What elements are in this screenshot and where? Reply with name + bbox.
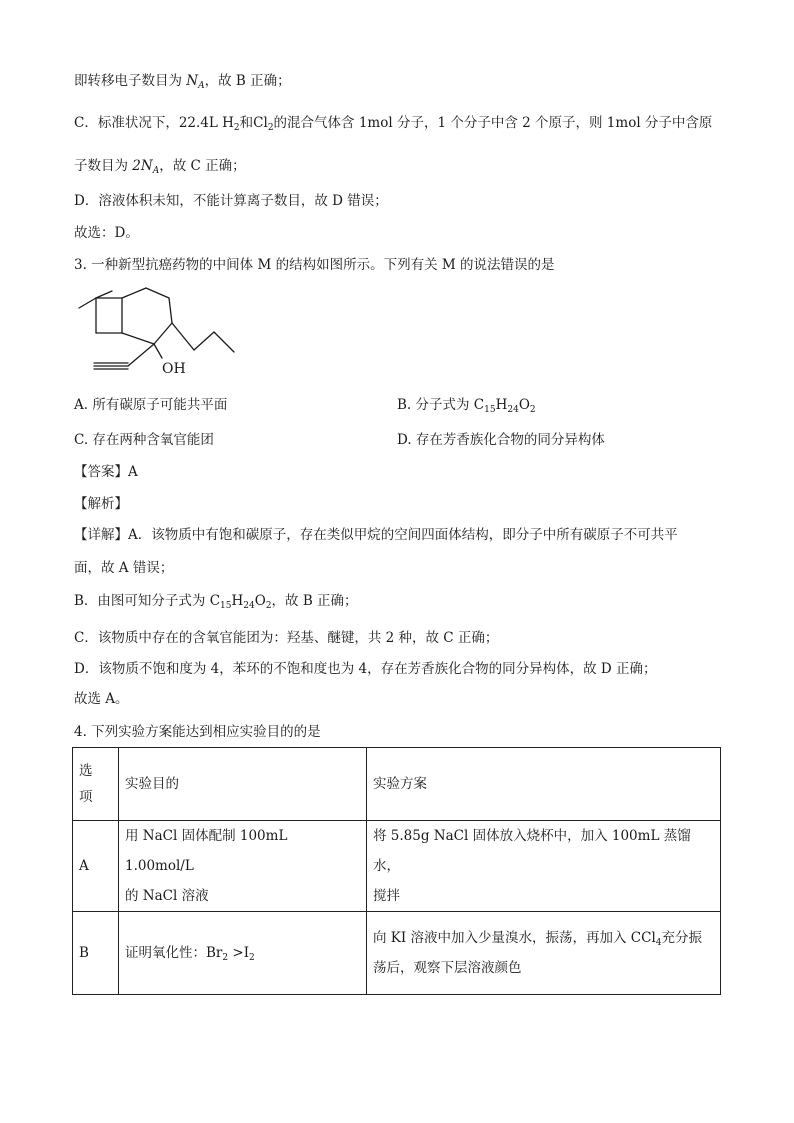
row-plan: 将 5.85g NaCl 固体放入烧杯中，加入 100mL 蒸馏水， 搅拌 (367, 821, 721, 912)
text: C．标准状况下，22.4L H (74, 115, 234, 131)
text-line: D．溶液体积未知，不能计算离子数目，故 D 错误； (74, 193, 388, 209)
bond (79, 298, 96, 308)
subscript: 2 (233, 123, 240, 133)
option-a: A. 所有碳原子可能共平面 (74, 397, 228, 413)
detail-line: B．由图可知分子式为 $C_{15}H_{24}O_2$，故 B 正确； (74, 593, 358, 611)
row-goal: 证明氧化性：$Br_2 >I_2$ (119, 912, 367, 995)
bond (214, 332, 234, 352)
header-option: 选项 (73, 748, 119, 821)
molecule-structure (74, 286, 249, 378)
text-line (74, 114, 712, 132)
question-4: 4. 下列实验方案能达到相应实验目的的是 (74, 724, 321, 740)
table-row (73, 821, 721, 912)
question-3: 3. 一种新型抗癌药物的中间体 M 的结构如图所示。下列有关 M 的说法错误的是 (74, 257, 555, 273)
symbol-na: $N_A$ (186, 73, 205, 91)
bond (128, 344, 154, 366)
answer-line: 【答案】A (74, 464, 138, 480)
header-plan: 实验方案 (367, 748, 721, 821)
bond (169, 298, 172, 323)
row-option: A (73, 821, 119, 912)
text-line (74, 72, 291, 90)
row-option: B (73, 912, 119, 995)
table-header-row (73, 748, 721, 821)
text: ，故 B 正确； (204, 73, 291, 89)
bond (96, 291, 112, 298)
detail-line: 面，故 A 错误； (74, 560, 174, 576)
subscript: 2 (267, 123, 274, 133)
option-d: D. 存在芳香族化合物的同分异构体 (397, 432, 605, 448)
text: 子数目为 (74, 158, 128, 174)
analysis-heading: 【解析】 (74, 496, 128, 512)
detail-line: C．该物质中存在的含氧官能团为：羟基、醚键，共 2 种，故 C 正确； (74, 630, 499, 646)
symbol-2na: $2N_A$ (132, 158, 160, 176)
text: 的混合气体含 1mol 分子，1 个分子中含 2 个原子，则 1mol 分子中含原 (273, 115, 713, 131)
option-b: B. 分子式为 $C_{15}H_{24}O_2$ (397, 397, 536, 415)
bond (154, 344, 162, 358)
row-plan: 向 KI 溶液中加入少量溴水，振荡，再加入 CCl$_4$充分振 荡后，观察下层溶液颜色 (367, 912, 721, 995)
experiment-table (72, 747, 721, 995)
bond (172, 323, 194, 350)
text: ，故 C 正确； (159, 158, 246, 174)
bond (194, 332, 214, 350)
bond (154, 323, 172, 344)
text: 即转移电子数目为 (74, 73, 182, 89)
row-goal: 用 NaCl 固体配制 100mL 1.00mol/L 的 NaCl 溶液 (119, 821, 367, 912)
bond (122, 288, 146, 298)
option-c: C. 存在两种含氧官能团 (74, 432, 214, 448)
detail-line: D．该物质不饱和度为 4，苯环的不饱和度也为 4，存在芳香族化合物的同分异构体，故 D 正确； (74, 661, 657, 677)
detail-line: 【详解】A．该物质中有饱和碳原子，存在类似甲烷的空间四面体结构，即分子中所有碳原子不可共平 (74, 527, 678, 543)
text: 和Cl (239, 115, 268, 131)
oh-label: OH (162, 361, 186, 377)
bond (122, 333, 154, 344)
table-row (73, 912, 721, 995)
detail-line: 故选 A。 (74, 691, 129, 707)
bond (146, 288, 169, 298)
text-line: 故选：D。 (74, 225, 139, 241)
header-goal: 实验目的 (119, 748, 367, 821)
text-line (74, 157, 246, 175)
